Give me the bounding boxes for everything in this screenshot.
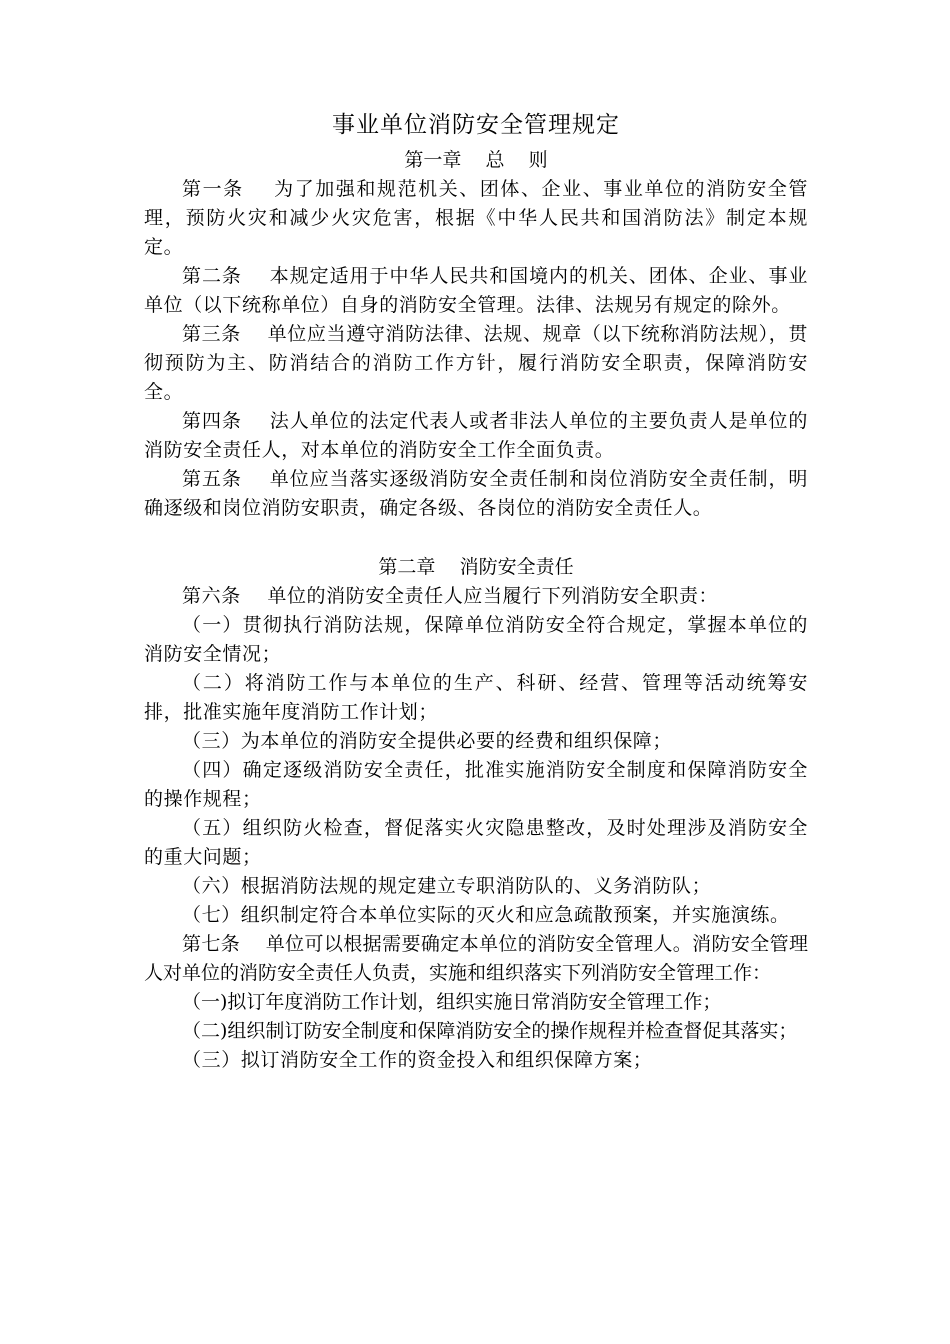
article-7-item-1: （一)拟订年度消防工作计划，组织实施日常消防安全管理工作；	[182, 991, 722, 1013]
article-2: 第二条 本规定适用于中华人民共和国境内的机关、团体、企业、事业单位（以下统称单位）自身的消防安全管理。法律、法规另有规定的除外。	[144, 265, 808, 316]
article-6-item-6: （六）根据消防法规的规定建立专职消防队的、义务消防队；	[182, 875, 712, 897]
article-6-item-7: （七）组织制定符合本单位实际的灭火和应急疏散预案，并实施演练。	[182, 904, 790, 926]
document-page	[144, 108, 808, 1075]
article-6-item-1: （一）贯彻执行消防法规，保障单位消防安全符合规定，掌握本单位的消防安全情况；	[144, 614, 808, 665]
article-7-item-3: （三）拟订消防安全工作的资金投入和组织保障方案；	[182, 1049, 653, 1071]
article-1: 第一条 为了加强和规范机关、团体、企业、事业单位的消防安全管理，预防火灾和减少火灾危害，根据《中华人民共和国消防法》制定本规定。	[144, 178, 808, 258]
article-4: 第四条 法人单位的法定代表人或者非法人单位的主要负责人是单位的消防安全责任人，对本单位的消防安全工作全面负责。	[144, 410, 808, 461]
article-7: 第七条 单位可以根据需要确定本单位的消防安全管理人。消防安全管理人对单位的消防安全责任人负责，实施和组织落实下列消防安全管理工作：	[144, 933, 808, 984]
chapter-2-heading: 第二章 消防安全责任	[378, 556, 574, 578]
chapter-1-heading: 第一章 总 则	[404, 149, 548, 171]
article-6-item-2: （二）将消防工作与本单位的生产、科研、经营、管理等活动统筹安排，批准实施年度消防工作计划；	[144, 672, 808, 723]
article-3: 第三条 单位应当遵守消防法律、法规、规章（以下统称消防法规），贯彻预防为主、防消结合的消防工作方针，履行消防安全职责，保障消防安全。	[144, 323, 808, 403]
article-5: 第五条 单位应当落实逐级消防安全责任制和岗位消防安全责任制，明确逐级和岗位消防安职责，确定各级、各岗位的消防安全责任人。	[144, 468, 808, 519]
article-6: 第六条 单位的消防安全责任人应当履行下列消防安全职责：	[182, 585, 719, 607]
article-6-item-3: （三）为本单位的消防安全提供必要的经费和组织保障；	[182, 730, 673, 752]
document-title: 事业单位消防安全管理规定	[332, 112, 620, 138]
article-7-item-2: （二)组织制订防安全制度和保障消防安全的操作规程并检查督促其落实；	[182, 1020, 798, 1042]
article-6-item-4: （四）确定逐级消防安全责任，批准实施消防安全制度和保障消防安全的操作规程；	[144, 759, 808, 810]
article-6-item-5: （五）组织防火检查，督促落实火灾隐患整改，及时处理涉及消防安全的重大问题；	[144, 817, 808, 868]
